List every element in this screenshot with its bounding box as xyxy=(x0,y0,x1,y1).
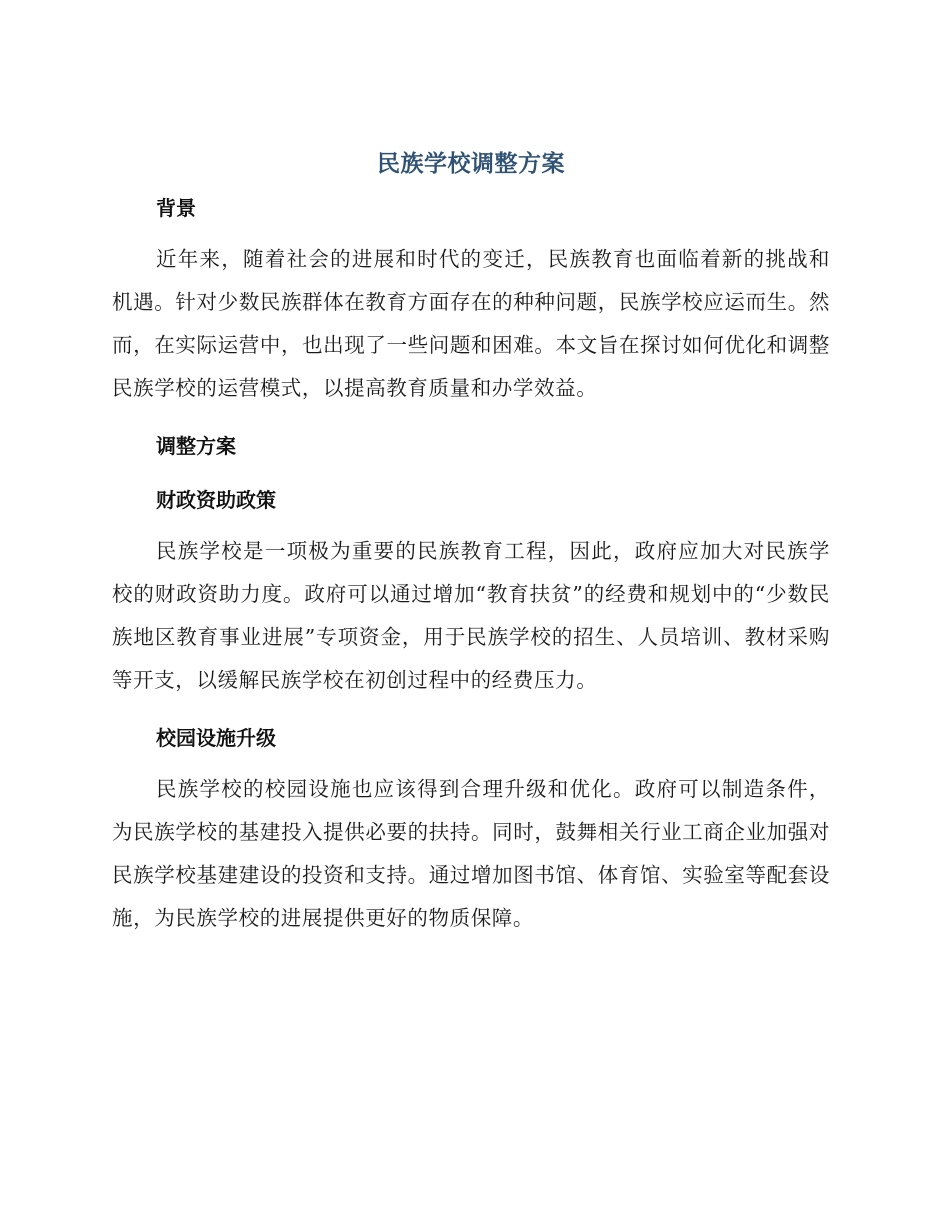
section-heading-background: 背景 xyxy=(156,196,196,220)
paragraph-campus-facilities: 民族学校的校园设施也应该得到合理升级和优化。政府可以制造条件，为民族学校的基建投入提供必要的扶持。同时，鼓舞相关行业工商企业加强对民族学校基建建设的投资和支持。通过增加图书馆、体育馆、实验室等配套设施，为民族学校的进展提供更好的物质保障。 xyxy=(112,777,830,930)
section-heading-campus-facilities: 校园设施升级 xyxy=(156,726,276,750)
document-title: 民族学校调整方案 xyxy=(377,151,565,177)
section-heading-financial-aid: 财政资助政策 xyxy=(156,488,276,512)
document-page xyxy=(112,146,830,940)
paragraph-background: 近年来，随着社会的进展和时代的变迁，民族教育也面临着新的挑战和机遇。针对少数民族群体在教育方面存在的种种问题，民族学校应运而生。然而，在实际运营中，也出现了一些问题和困难。本文旨在探讨如何优化和调整民族学校的运营模式，以提高教育质量和办学效益。 xyxy=(112,247,830,400)
section-heading-adjustment-plan: 调整方案 xyxy=(156,434,236,458)
paragraph-financial-aid: 民族学校是一项极为重要的民族教育工程，因此，政府应加大对民族学校的财政资助力度。政府可以通过增加“教育扶贫”的经费和规划中的“少数民族地区教育事业进展”专项资金，用于民族学校的招生、人员培训、教材采购等开支，以缓解民族学校在初创过程中的经费压力。 xyxy=(112,539,830,692)
